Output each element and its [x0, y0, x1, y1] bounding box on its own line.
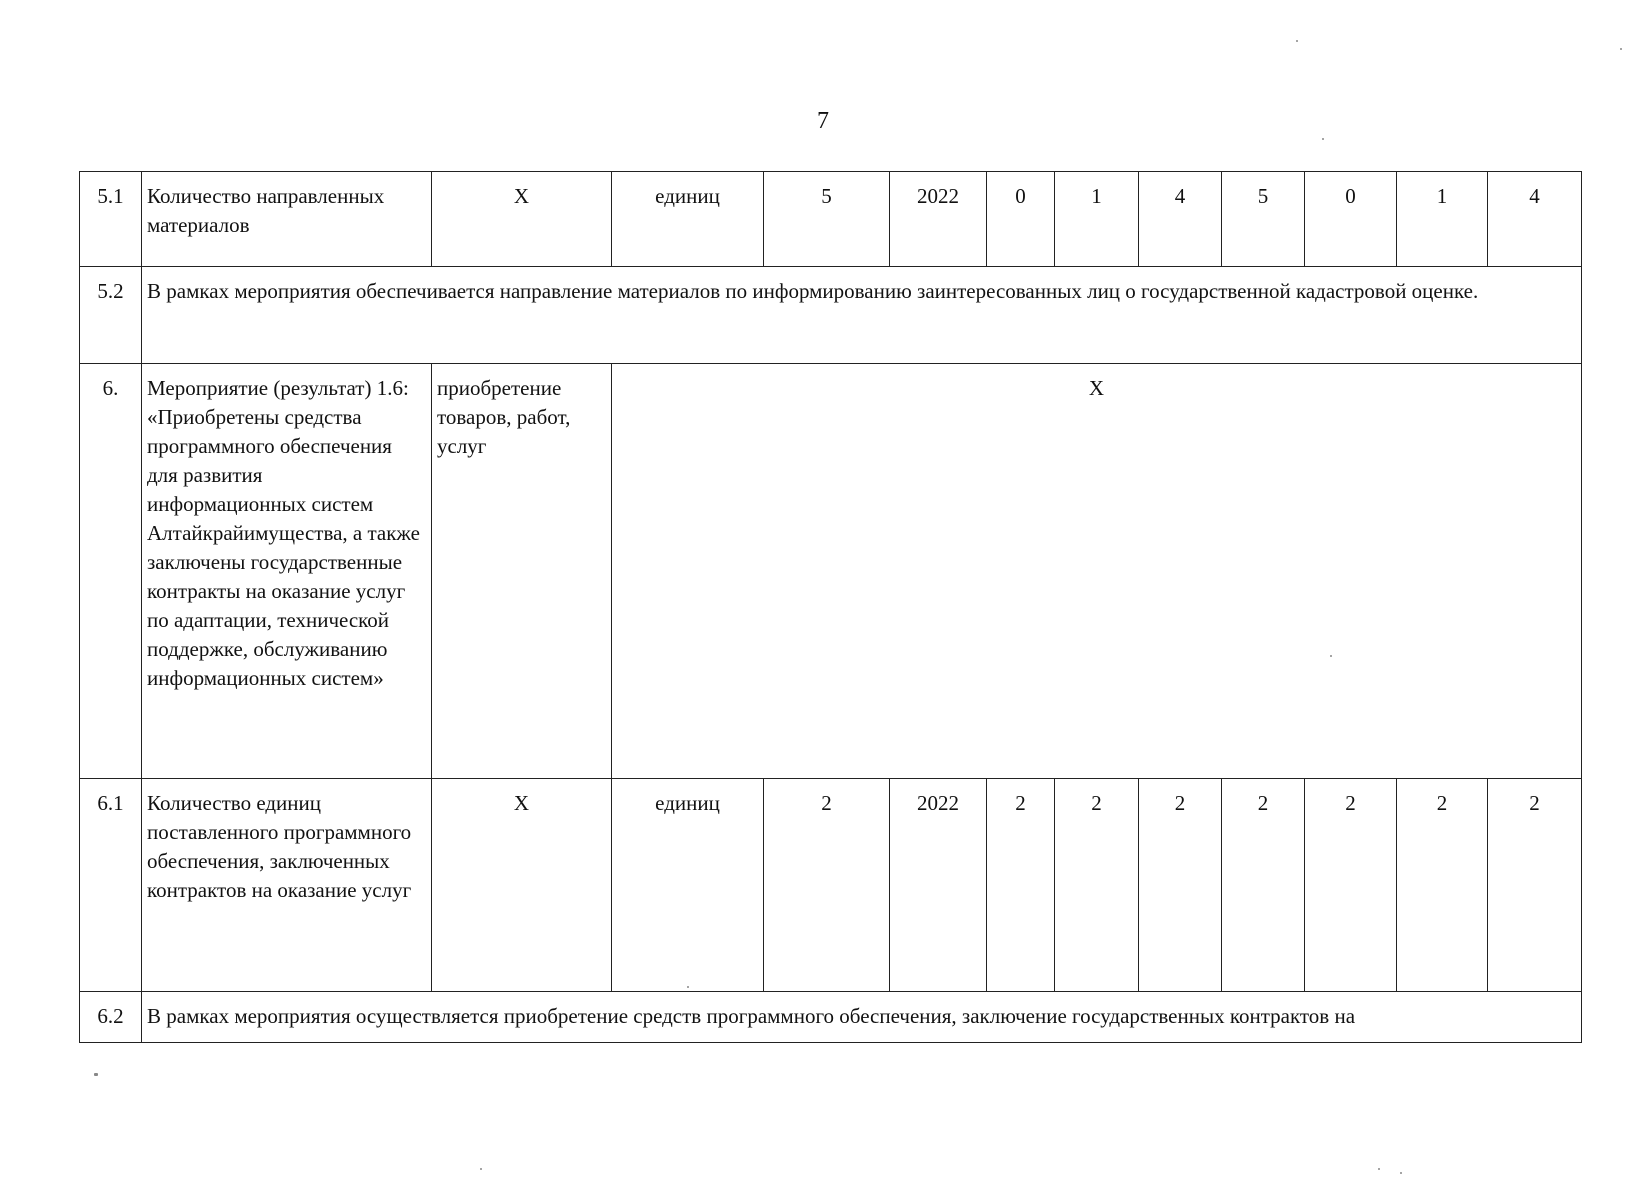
- description-cell: В рамках мероприятия осуществляется приобретение средств программного обеспечения, заключение государственных контрактов на: [142, 992, 1582, 1043]
- value-cell: 2: [1055, 779, 1139, 992]
- row-number: 5.1: [80, 172, 142, 267]
- scan-speck: [1296, 40, 1298, 42]
- merged-cell: X: [612, 364, 1582, 779]
- value-cell: 4: [1139, 172, 1222, 267]
- row-number: 6.: [80, 364, 142, 779]
- value-cell: 0: [1305, 172, 1397, 267]
- value-cell: 2: [1139, 779, 1222, 992]
- value-cell: 2: [1222, 779, 1305, 992]
- scan-speck: [1620, 48, 1622, 50]
- page-number: 7: [817, 108, 829, 134]
- unit-cell: единиц: [612, 172, 764, 267]
- value-cell: 2: [1305, 779, 1397, 992]
- value-cell: 2022: [890, 172, 987, 267]
- value-cell: 4: [1488, 172, 1582, 267]
- scan-speck: [1322, 138, 1324, 140]
- value-cell: 5: [764, 172, 890, 267]
- value-cell: 2022: [890, 779, 987, 992]
- scan-speck: [1400, 1172, 1402, 1174]
- value-cell: 2: [987, 779, 1055, 992]
- event-type: приобретение товаров, работ, услуг: [432, 364, 612, 779]
- indicator-name: Количество единиц поставленного программного обеспечения, заключенных контрактов на оказание услуг: [142, 779, 432, 992]
- scan-speck: [1378, 1168, 1380, 1170]
- row-number: 6.1: [80, 779, 142, 992]
- indicator-type: X: [432, 779, 612, 992]
- table-row: [80, 779, 1582, 992]
- scan-speck: [480, 1168, 482, 1170]
- value-cell: 2: [764, 779, 890, 992]
- unit-cell: единиц: [612, 779, 764, 992]
- scan-speck: [94, 1073, 98, 1076]
- scan-speck: [687, 986, 689, 988]
- event-name: Мероприятие (результат) 1.6: «Приобретены средства программного обеспечения для развития информационных систем Алтайкрайимущества, а также заключены государственные контракты на оказание услуг по адаптации, технической поддержке, обслуживанию информационных систем»: [142, 364, 432, 779]
- table-row: [80, 267, 1582, 364]
- indicator-type: X: [432, 172, 612, 267]
- row-number: 5.2: [80, 267, 142, 364]
- value-cell: 1: [1055, 172, 1139, 267]
- table-row: [80, 364, 1582, 779]
- indicator-name: Количество направленных материалов: [142, 172, 432, 267]
- table-row: [80, 992, 1582, 1043]
- value-cell: 2: [1397, 779, 1488, 992]
- indicators-table: [79, 171, 1582, 1043]
- value-cell: 1: [1397, 172, 1488, 267]
- table-row: [80, 172, 1582, 267]
- scan-speck: [1330, 655, 1332, 657]
- value-cell: 5: [1222, 172, 1305, 267]
- description-cell: В рамках мероприятия обеспечивается направление материалов по информированию заинтересованных лиц о государственной кадастровой оценке.: [142, 267, 1582, 364]
- value-cell: 0: [987, 172, 1055, 267]
- row-number: 6.2: [80, 992, 142, 1043]
- value-cell: 2: [1488, 779, 1582, 992]
